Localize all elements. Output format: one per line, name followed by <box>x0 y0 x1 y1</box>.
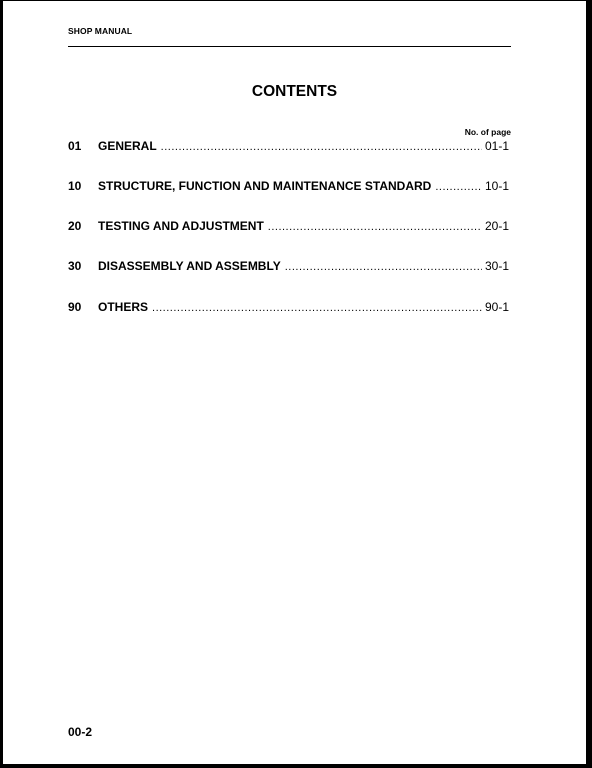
toc-entry-others[interactable] <box>68 300 509 314</box>
toc-entry-page: 01-1 <box>484 139 509 153</box>
manual-page <box>3 1 586 764</box>
toc-entry-label: GENERAL <box>98 139 157 153</box>
manual-header-title: SHOP MANUAL <box>68 26 133 36</box>
toc-entry-page: 90-1 <box>484 300 509 314</box>
toc-entry-number: 90 <box>68 300 82 314</box>
toc-entry-structure[interactable] <box>68 179 509 193</box>
toc-entry-number: 01 <box>68 139 82 153</box>
toc-entry-number: 30 <box>68 259 82 273</box>
toc-entry-label: OTHERS <box>98 300 149 314</box>
toc-entry-page: 30-1 <box>484 259 509 273</box>
page-title: CONTENTS <box>251 83 338 100</box>
header-divider <box>68 46 511 47</box>
footer-page-number: 00-2 <box>68 725 93 739</box>
toc-entry-label: DISASSEMBLY AND ASSEMBLY <box>98 259 281 273</box>
toc-entry-number: 20 <box>68 219 82 233</box>
toc-entry-page: 10-1 <box>484 179 509 193</box>
toc-entry-disassembly[interactable] <box>68 259 509 273</box>
dot-leader <box>161 141 482 153</box>
toc-entry-label: STRUCTURE, FUNCTION AND MAINTENANCE STANDARD <box>98 179 432 193</box>
toc-entry-label: TESTING AND ADJUSTMENT <box>98 219 264 233</box>
toc-entry-number: 10 <box>68 179 82 193</box>
dot-leader <box>268 221 482 233</box>
toc-entry-testing[interactable] <box>68 219 509 233</box>
dot-leader <box>435 181 482 193</box>
page-column-heading: No. of page <box>464 127 511 137</box>
dot-leader <box>285 261 482 273</box>
dot-leader <box>152 302 482 314</box>
toc-entry-general[interactable] <box>68 139 509 153</box>
toc-entry-page: 20-1 <box>484 219 509 233</box>
